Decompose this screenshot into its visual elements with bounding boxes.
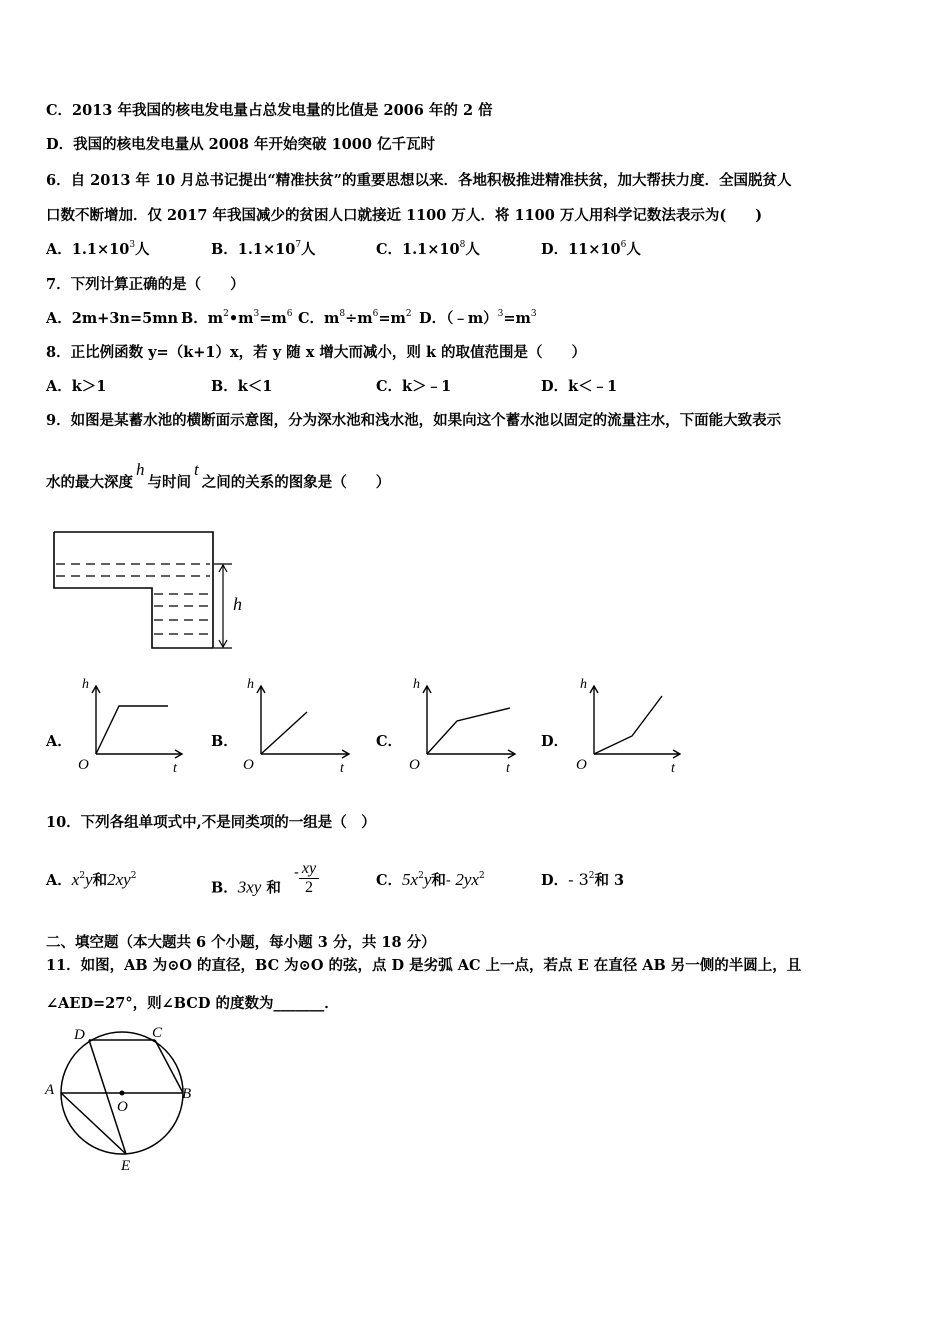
svg-text:h: h — [233, 594, 242, 614]
svg-text:t: t — [671, 761, 675, 776]
q10-option-c: C．$5x^2y$和- $2yx^2$ — [376, 870, 485, 889]
q7-option-b: B．$m^2•m^3=m^6$ — [181, 309, 293, 327]
svg-text:O: O — [409, 757, 420, 773]
svg-text:E: E — [121, 1158, 131, 1174]
q6-option-a: A．$1.1\times 10^3$人 — [46, 240, 150, 258]
q7-option-a: A．2m+3n=5mn — [46, 310, 179, 327]
graph-a — [72, 672, 192, 780]
section-2-header: 二、填空题（本大题共 6 个小题，每小题 3 分，共 18 分） — [46, 934, 436, 951]
option-c-text: C．2013 年我国的核电发电量占总发电量的比值是 2006 年的 2 倍 — [46, 102, 493, 119]
svg-text:h: h — [580, 677, 587, 692]
question-6-line2: 口数不断增加．仅 2017 年我国减少的贫困人口就接近 1100 万人．将 1100 万人用科学记数法表示为( ) — [46, 207, 763, 224]
svg-text:O: O — [117, 1099, 128, 1115]
option-d-text: D．我国的核电发电量从 2008 年开始突破 1000 亿千瓦时 — [46, 136, 435, 153]
graph-b — [239, 672, 359, 780]
graph-label-b: B． — [211, 733, 238, 750]
graph-c — [405, 672, 525, 780]
svg-text:D: D — [74, 1027, 85, 1043]
q6-option-c: C．$1.1\times 10^8$人 — [376, 240, 480, 258]
svg-text:t: t — [506, 761, 510, 776]
svg-text:O: O — [78, 757, 89, 773]
q10-option-a: A．$x^2y$和$2xy^2$ — [46, 870, 137, 889]
question-9-line2: 水的最大深度h与时间t之间的关系的图象是（ ） — [46, 460, 391, 491]
reservoir-cross-section-figure — [50, 530, 260, 655]
q6-option-b: B．$1.1\times 10^7$人 — [211, 240, 316, 258]
svg-text:C: C — [152, 1025, 163, 1041]
q8-option-a: A．k＞1 — [46, 378, 107, 395]
q8-option-d: D．k＜﹣1 — [541, 378, 618, 395]
question-10: 10．下列各组单项式中,不是同类项的一组是（ ） — [46, 814, 376, 831]
svg-text:A: A — [45, 1082, 55, 1098]
q7-option-d: D．$(﹣m)^3=m^3$ — [419, 309, 537, 327]
q8-option-b: B．k＜1 — [211, 378, 273, 395]
q7-option-c: C．$m^8\div m^6=m^2$ — [298, 309, 412, 327]
svg-text:h: h — [82, 677, 89, 692]
svg-text:O: O — [576, 757, 587, 773]
svg-text:t: t — [173, 761, 177, 776]
q10-option-d: D．- $3^2$和 3 — [541, 870, 625, 889]
graph-label-c: C． — [376, 733, 403, 750]
graph-label-d: D． — [541, 733, 569, 750]
question-9-line1: 9．如图是某蓄水池的横断面示意图，分为深水池和浅水池，如果向这个蓄水池以固定的流量注水，下面能大致表示 — [46, 412, 782, 429]
graph-label-a: A． — [46, 733, 72, 750]
question-6-line1: 6．自 2013 年 10 月总书记提出“精准扶贫”的重要思想以来．各地积极推进精准扶贫，加大帮扶力度．全国脱贫人 — [46, 172, 792, 189]
graph-d — [570, 672, 690, 780]
question-7: 7．下列计算正确的是（ ） — [46, 276, 245, 293]
q6-option-d: D．$11\times 10^6$人 — [541, 240, 641, 258]
circle-figure — [42, 1024, 202, 1176]
q10-option-b: B．3xy 和 - $\frac{xy}{2}$ — [211, 870, 319, 907]
question-11-line2: ∠AED=27°，则∠BCD 的度数为_______． — [46, 995, 339, 1012]
svg-text:h: h — [413, 677, 420, 692]
svg-text:t: t — [340, 761, 344, 776]
svg-text:h: h — [247, 677, 254, 692]
svg-text:O: O — [243, 757, 254, 773]
svg-text:B: B — [182, 1086, 192, 1102]
question-8: 8．正比例函数 y=（k+1）x，若 y 随 x 增大而减小，则 k 的取值范围是（ ） — [46, 344, 587, 361]
question-11-line1: 11．如图，AB 为⊙O 的直径，BC 为⊙O 的弦，点 D 是劣弧 AC 上一点，若点 E 在直径 AB 另一侧的半圆上，且 — [46, 957, 802, 974]
q8-option-c: C．k＞﹣1 — [376, 378, 452, 395]
